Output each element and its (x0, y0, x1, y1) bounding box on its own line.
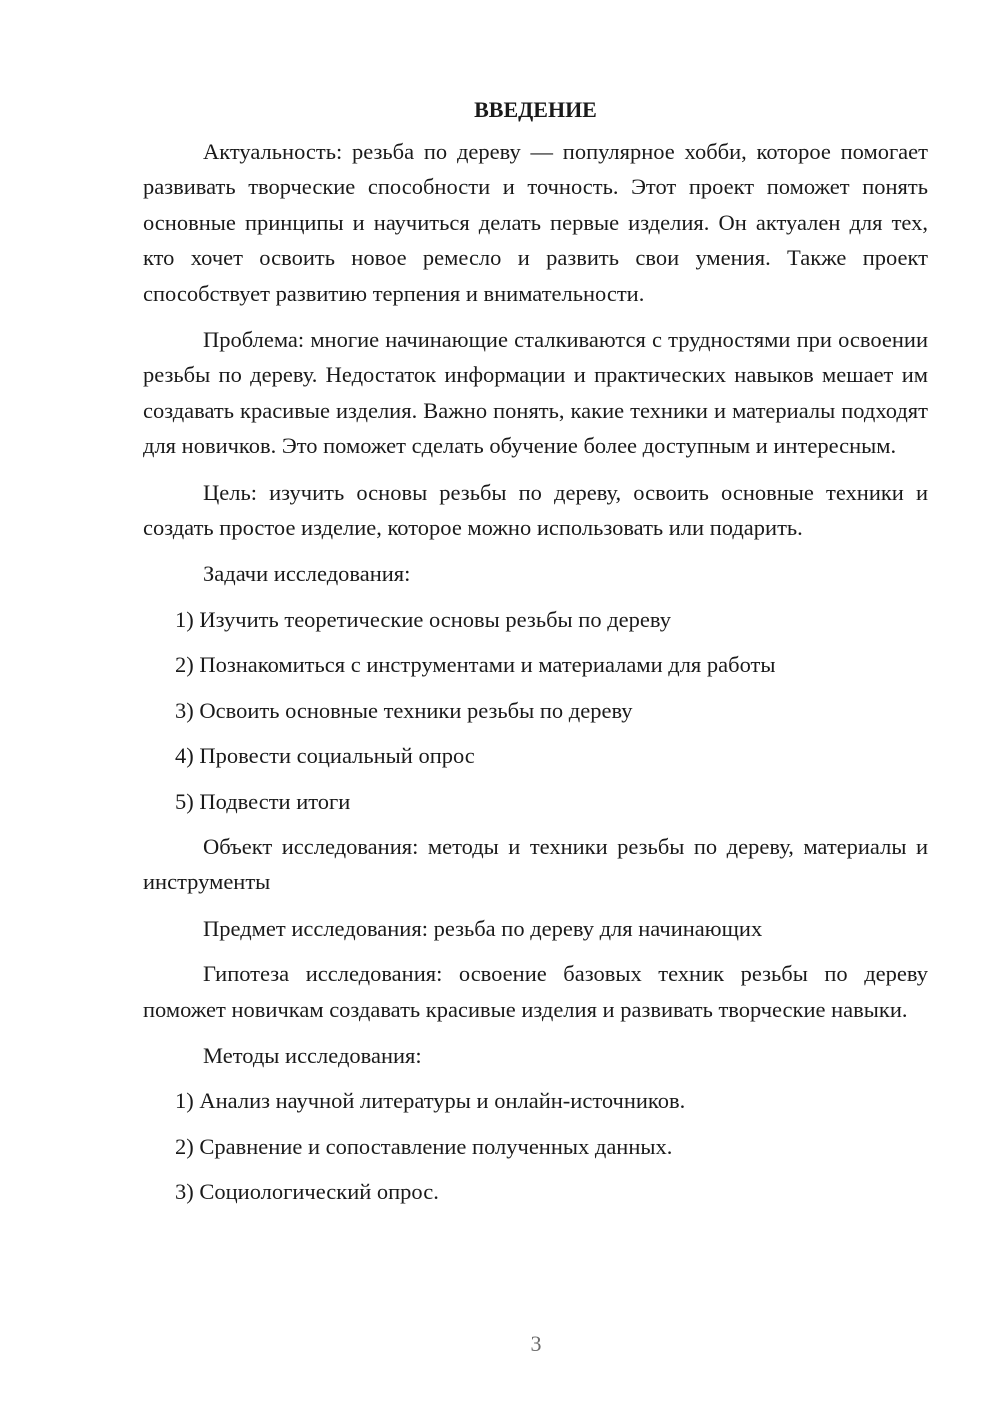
list-item: 1) Изучить теоретические основы резьбы по дереву (175, 606, 671, 632)
problem-paragraph: Проблема: многие начинающие сталкиваются с трудностями при освоении резьбы по дереву. Недостаток информации и практических навыков мешает им создавать красивые изделия. Важно понять, какие техники и материалы подходят для новичков. Это поможет сделать обучение более доступным и интересным. (143, 327, 928, 459)
methods-heading: Методы исследования: (203, 1042, 422, 1068)
page-number: 3 (530, 1331, 542, 1356)
tasks-list (143, 602, 928, 819)
methods-list (143, 1083, 928, 1209)
list-item: 5) Подвести итоги (175, 788, 351, 814)
tasks-heading: Задачи исследования: (203, 561, 411, 587)
list-item: 2) Познакомиться с инструментами и материалами для работы (175, 652, 776, 678)
list-item: 3) Освоить основные техники резьбы по дереву (175, 697, 633, 723)
list-item: 4) Провести социальный опрос (175, 743, 475, 769)
object-paragraph: Объект исследования: методы и техники резьбы по дереву, материалы и инструменты (143, 833, 928, 895)
section-title: ВВЕДЕНИЕ (474, 97, 597, 122)
hypothesis-paragraph: Гипотеза исследования: освоение базовых техник резьбы по дереву поможет новичкам создавать красивые изделия и развивать творческие навыки. (143, 961, 928, 1022)
subject-paragraph: Предмет исследования: резьба по дереву для начинающих (203, 915, 763, 941)
list-item: 3) Социологический опрос. (175, 1179, 439, 1205)
page-content (143, 92, 928, 1220)
list-item: 1) Анализ научной литературы и онлайн-источников. (175, 1088, 686, 1114)
goal-paragraph: Цель: изучить основы резьбы по дереву, освоить основные техники и создать простое изделие, которое можно использовать или подарить. (143, 479, 928, 541)
list-item: 2) Сравнение и сопоставление полученных данных. (175, 1133, 673, 1159)
relevance-paragraph: Актуальность: резьба по дереву — популярное хобби, которое помогает развивать творческие способности и точность. Этот проект поможет понять основные принципы и научиться делать первые изделия. Он актуален для тех, кто хочет освоить новое ремесло и развить свои умения. Также проект способствует развитию терпения и внимательности. (143, 139, 928, 306)
